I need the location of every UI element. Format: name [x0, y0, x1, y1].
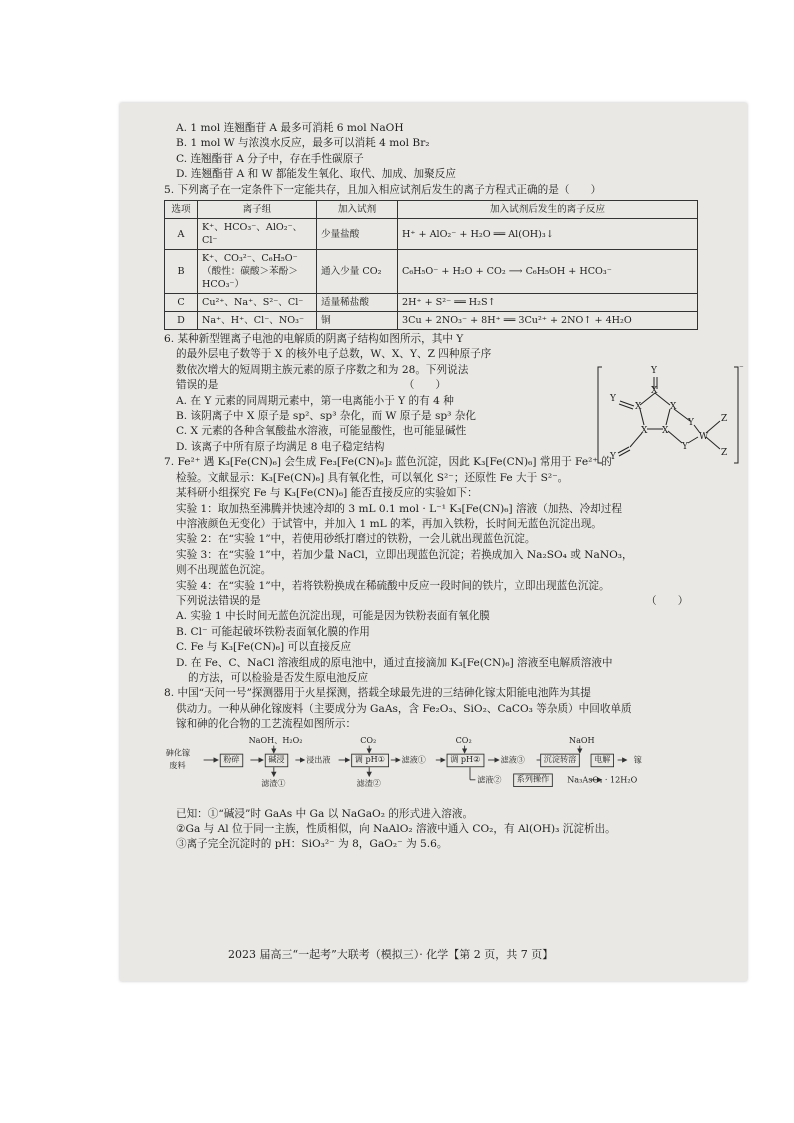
q5-row-option: C — [165, 294, 198, 312]
flow-step-ph2: 调 pH② — [447, 753, 484, 767]
q7-stem-line: 7. Fe²⁺ 遇 K₃[Fe(CN)₆] 会生成 Fe₃[Fe(CN)₆]₂ 蓝色沉淀，因此 K₃[Fe(CN)₆] 常用于 Fe²⁺ 的 — [164, 456, 612, 469]
q8-note-1: 已知：①“碱浸”时 GaAs 中 Ga 以 NaGaO₂ 的形式进入溶液。 — [176, 807, 474, 820]
page-footer: 2023 届高三“一起考”大联考（模拟三）· 化学【第 2 页，共 7 页】 — [228, 948, 554, 961]
q5-row-reaction: H⁺ + AlO₂⁻ + H₂O ══ Al(OH)₃↓ — [398, 219, 698, 250]
q5-row-reagent: 通入少量 CO₂ — [317, 250, 398, 294]
q7-stem-line: 实验 1：取加热至沸腾并快速冷却的 3 mL 0.1 mol · L⁻¹ K₃[Fe(CN)₆] 溶液（加热、冷却过程 — [176, 502, 622, 515]
q8-stem-line: 供动力。一种从砷化镓废料（主要成分为 GaAs，含 Fe₂O₃、SiO₂、CaCO₃ 等杂质）中回收单质 — [176, 702, 632, 715]
q5-row-option: D — [165, 312, 198, 330]
atom-w: W — [699, 432, 709, 442]
q7-block — [164, 455, 704, 686]
atom-y-left: Y — [610, 394, 616, 404]
q7-stem-line: 实验 4：在“实验 1”中，若将铁粉换成在稀硫酸中反应一段时间的铁片，立即出现蓝色沉淀。 — [176, 579, 610, 592]
q7-option-a: A. 实验 1 中长时间无蓝色沉淀出现，可能是因为铁粉表面有氧化膜 — [176, 610, 490, 623]
q5-stem: 5. 下列离子在一定条件下一定能共存，且加入相应试剂后发生的离子方程式正确的是（ ） — [164, 183, 602, 196]
flow-reagent-alkali: NaOH、H₂O₂ — [248, 736, 303, 746]
atom-y-bottom: Y — [610, 452, 616, 462]
q5-row-ions: Cu²⁺、Na⁺、S²⁻、Cl⁻ — [198, 294, 317, 312]
q5-row-reaction: C₆H₅O⁻ + H₂O + CO₂ ⟶ C₆H₅OH + HCO₃⁻ — [398, 250, 698, 294]
q6-option-a: A. 在 Y 元素的同周期元素中，第一电离能小于 Y 的有 4 种 — [176, 394, 454, 407]
q4-option-a: A. 1 mol 连翘酯苷 A 最多可消耗 6 mol NaOH — [176, 122, 404, 134]
flow-leachate: 浸出液 — [306, 755, 331, 765]
q5-row-c — [165, 294, 698, 312]
q6-block — [164, 332, 554, 455]
q6-stem-line: 的最外层电子数等于 X 的核外电子总数，W、X、Y、Z 四种原子序 — [176, 348, 492, 361]
q4-options — [164, 121, 704, 183]
atom-x: X — [641, 426, 648, 436]
q8-block — [164, 686, 704, 852]
q8-note-2: ②Ga 与 Al 位于同一主族，性质相似，向 NaAlO₂ 溶液中通入 CO₂，有 Al(OH)₃ 沉淀析出。 — [176, 823, 616, 835]
flow-co2-1: CO₂ — [360, 736, 377, 746]
flow-start-line2: 废料 — [169, 761, 186, 771]
q6-option-c: C. X 元素的各种含氧酸盐水溶液，可能显酸性，也可能显碱性 — [176, 425, 467, 438]
exam-content — [164, 121, 744, 853]
anion-charge: ⁻ — [739, 364, 744, 374]
q8-note-3: ③离子完全沉淀时的 pH：SiO₃²⁻ 为 8，GaO₂⁻ 为 5.6。 — [176, 838, 448, 851]
q6-stem-line: 6. 某种新型锂离子电池的电解质的阴离子结构如图所示，其中 Y — [164, 333, 464, 346]
q5-header-ions: 离子组 — [198, 201, 317, 219]
q6-option-b: B. 该阴离子中 X 原子是 sp²、sp³ 杂化，而 W 原子是 sp³ 杂化 — [176, 410, 476, 423]
flow-product-gallium: 镓 — [633, 755, 642, 765]
flow-filtrate3: 滤液③ — [500, 755, 525, 765]
atom-y: Y — [688, 418, 694, 428]
atom-x: X — [662, 426, 669, 436]
q7-option-d-cont: 的方法，可以检验是否发生原电池反应 — [188, 671, 369, 684]
flow-residue2: 滤渣② — [356, 779, 381, 789]
q7-option-d: D. 在 Fe、C、NaCl 溶液组成的原电池中，通过直接滴加 K₃[Fe(CN)₆] 溶液至电解质溶液中 — [176, 656, 613, 669]
q5-row-reagent: 少量盐酸 — [317, 219, 398, 250]
flow-start-line1: 砷化镓 — [165, 748, 191, 758]
q7-option-c: C. Fe 与 K₃[Fe(CN)₆] 可以直接反应 — [176, 641, 352, 654]
q5-table — [164, 200, 698, 330]
atom-x: X — [635, 402, 642, 412]
q7-stem-line — [164, 594, 704, 609]
q6-stem-line: 数依次增大的短周期主族元素的原子序数之和为 28。下列说法 — [176, 363, 469, 376]
q4-option-b: B. 1 mol W 与浓溴水反应，最多可以消耗 4 mol Br₂ — [176, 137, 430, 150]
atom-x: X — [651, 386, 658, 396]
q5-header-option: 选项 — [165, 201, 198, 219]
q5-row-ions: K⁺、HCO₃⁻、AlO₂⁻、Cl⁻ — [198, 219, 317, 250]
flow-step-ph1: 调 pH① — [351, 753, 388, 767]
q7-stem-line: 某科研小组探究 Fe 与 K₃[Fe(CN)₆] 能否直接反应的实验如下： — [176, 487, 478, 500]
flow-product-arsenate: Na₃AsO₄ · 12H₂O — [567, 775, 638, 785]
q7-stem-line: 实验 2：在“实验 1”中，若使用砂纸打磨过的铁粉，一会儿就出现蓝色沉淀。 — [176, 533, 536, 546]
flow-step-crush: 粉碎 — [220, 753, 243, 767]
atom-z: Z — [721, 448, 728, 458]
q5-table-header — [165, 201, 698, 219]
q5-header-reaction: 加入试剂后发生的离子反应 — [398, 201, 698, 219]
q6-option-d: D. 该离子中所有原子均满足 8 电子稳定结构 — [176, 440, 385, 453]
q5-row-ions: Na⁺、H⁺、Cl⁻、NO₃⁻ — [198, 312, 317, 330]
q5-row-reaction: 2H⁺ + S²⁻ ══ H₂S↑ — [398, 294, 698, 312]
q5-row-option: B — [165, 250, 198, 294]
exam-page-photo — [120, 103, 747, 981]
process-flow-diagram — [164, 733, 650, 807]
anion-structure-diagram — [596, 363, 746, 469]
flow-step-electrolysis: 电解 — [591, 753, 614, 767]
q5-row-reagent: 铜 — [317, 312, 398, 330]
q8-stem-line: 8. 中国“天问一号”探测器用于火星探测，搭载全球最先进的三结砷化镓太阳能电池阵为其提 — [164, 687, 591, 700]
flow-residue1: 滤渣① — [261, 779, 286, 789]
q7-stem-line: 实验 3：在“实验 1”中，若加少量 NaCl，立即出现蓝色沉淀；若换成加入 Na₂SO₄ 或 NaNO₃， — [176, 548, 633, 561]
q4-option-d: D. 连翘酯苷 A 和 W 都能发生氧化、取代、加成、加聚反应 — [176, 168, 456, 181]
flow-step-transform: 沉淀转溶 — [540, 753, 580, 767]
q7-question: 下列说法错误的是 — [176, 594, 261, 607]
q5-row-d — [165, 312, 698, 330]
q5-row-reaction: 3Cu + 2NO₃⁻ + 8H⁺ ══ 3Cu²⁺ + 2NO↑ + 4H₂O — [398, 312, 698, 330]
atom-y: Y — [682, 442, 688, 452]
answer-bracket: （ ） — [646, 594, 689, 607]
q7-stem-line: 中溶液颜色无变化）于试管中，并加入 1 mL 的苯，再加入铁粉，长时间无蓝色沉淀出现。 — [176, 517, 602, 530]
q4-option-c: C. 连翘酯苷 A 分子中，存在手性碳原子 — [176, 152, 364, 165]
atom-y-top: Y — [651, 366, 657, 376]
flow-step-alkali: 碱浸 — [265, 753, 288, 767]
q6-stem-line: 错误的是 （ ） — [176, 379, 447, 392]
flow-naoh: NaOH — [569, 736, 595, 746]
q5-row-reagent: 适量稀盐酸 — [317, 294, 398, 312]
q5-row-ions: K⁺、CO₃²⁻、C₆H₅O⁻（酸性：碳酸＞苯酚＞HCO₃⁻） — [198, 250, 317, 294]
q5-row-a — [165, 219, 698, 250]
q5-row-b — [165, 250, 698, 294]
q7-stem-line: 则不出现蓝色沉淀。 — [176, 564, 272, 577]
atom-x: X — [670, 402, 677, 412]
q7-stem-line: 检验。文献显示：K₃[Fe(CN)₆] 具有氧化性，可以氧化 S²⁻；还原性 Fe 大于 S²⁻。 — [176, 471, 569, 484]
flow-filtrate1: 滤液① — [401, 755, 426, 765]
atom-z: Z — [721, 414, 728, 424]
flow-step-series: 系列操作 — [513, 773, 553, 787]
q5-header-reagent: 加入试剂 — [317, 201, 398, 219]
q5-row-option: A — [165, 219, 198, 250]
flow-co2-2: CO₂ — [455, 736, 472, 746]
q8-stem-line: 镓和砷的化合物的工艺流程如图所示： — [176, 718, 357, 731]
flow-filtrate2: 滤液② — [477, 775, 502, 785]
q7-option-b: B. Cl⁻ 可能起破坏铁粉表面氧化膜的作用 — [176, 625, 370, 638]
